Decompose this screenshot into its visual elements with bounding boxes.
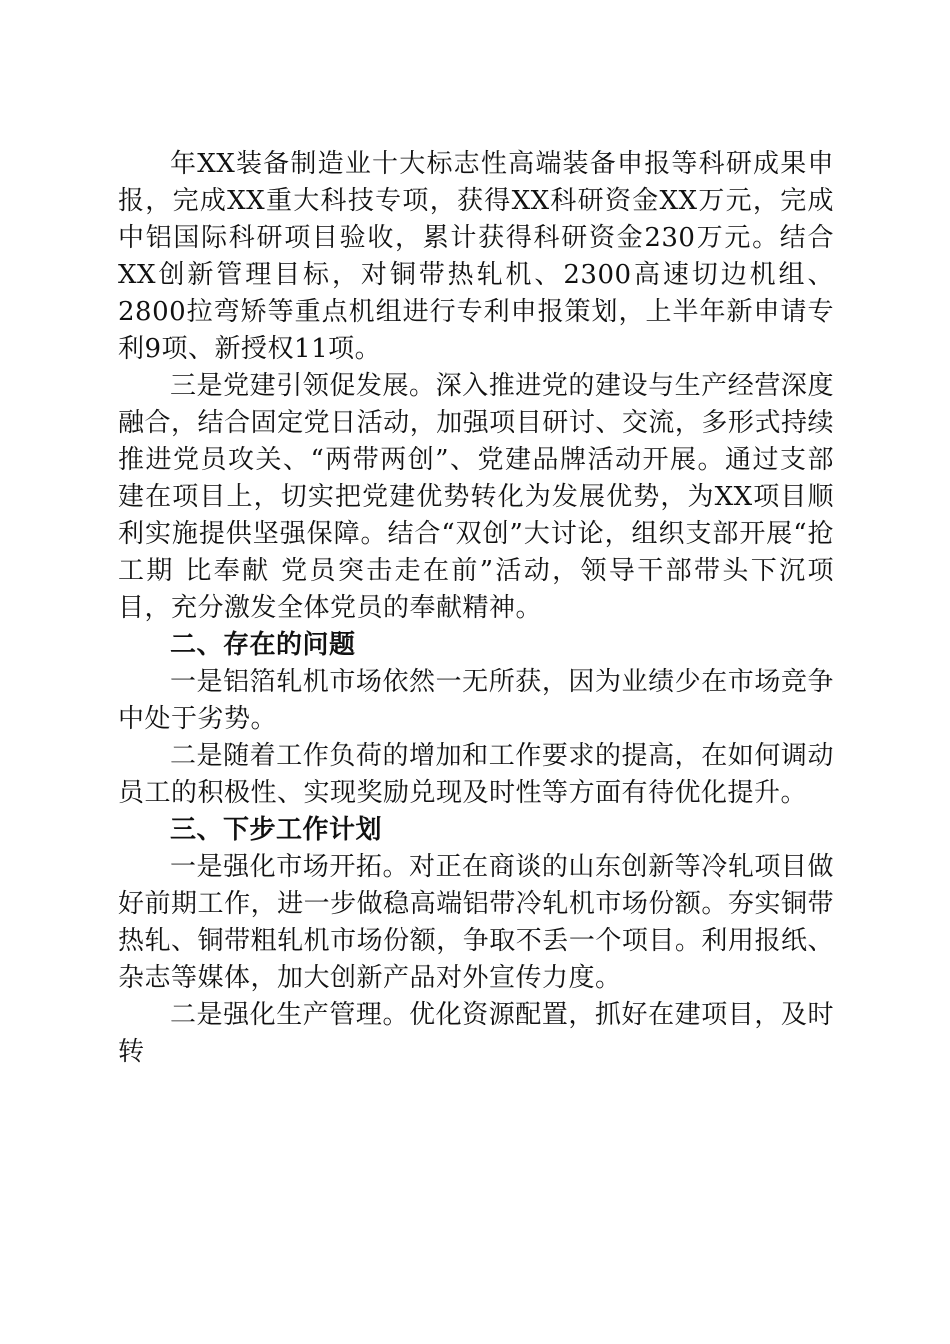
heading-existing-problems: 二、存在的问题 <box>170 630 356 660</box>
heading-next-plan: 三、下步工作计划 <box>170 815 383 845</box>
paragraph-plan-market: 一是强化市场开拓。对正在商谈的山东创新等冷轧项目做好前期工作，进一步做稳高端铝带冷轧机市场份额。夯实铜带热轧、铜带粗轧机市场份额，争取不丢一个项目。利用报纸、杂志等媒体，加大创新产品对外宣传力度。 <box>118 852 834 993</box>
paragraph-research-results: 年XX装备制造业十大标志性高端装备申报等科研成果申报，完成XX重大科技专项，获得XX科研资金XX万元，完成中铝国际科研项目验收，累计获得科研资金230万元。结合XX创新管理目标，对铜带热轧机、2300高速切边机组、2800拉弯矫等重点机组进行专利申报策划，上半年新申请专利9项、新授权11项。 <box>118 149 834 364</box>
paragraph-problem-two: 二是随着工作负荷的增加和工作要求的提高，在如何调动员工的积极性、实现奖励兑现及时性等方面有待优化提升。 <box>118 741 834 808</box>
paragraph-party-building: 三是党建引领促发展。深入推进党的建设与生产经营深度融合，结合固定党日活动，加强项目研讨、交流，多形式持续推进党员攻关、“两带两创”、党建品牌活动开展。通过支部建在项目上，切实把党建优势转化为发展优势，为XX项目顺利实施提供坚强保障。结合“双创”大讨论，组织支部开展“抢工期 比奉献 党员突击走在前”活动，领导干部带头下沉项目，充分激发全体党员的奉献精神。 <box>118 371 834 623</box>
document-body <box>118 146 834 1071</box>
paragraph-plan-production: 二是强化生产管理。优化资源配置，抓好在建项目，及时转 <box>118 1000 834 1067</box>
paragraph-problem-one: 一是铝箔轧机市场依然一无所获，因为业绩少在市场竞争中处于劣势。 <box>118 667 834 734</box>
